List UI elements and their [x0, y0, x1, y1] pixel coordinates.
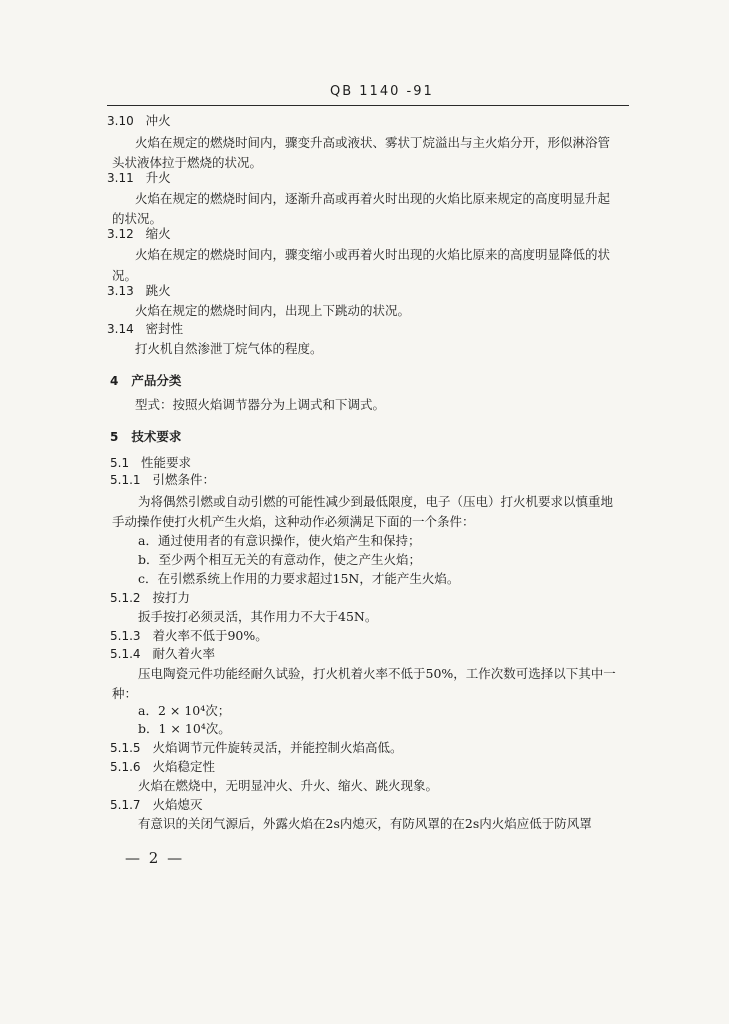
section-title: 按打力 [152, 590, 190, 605]
list-item: a．通过使用者的有意识操作，使火焰产生和保持； [138, 533, 421, 548]
paragraph-line: 打火机自然渗泄丁烷气体的程度。 [135, 341, 323, 356]
section-title: 耐久着火率 [152, 646, 215, 661]
section-number: 3.10 [107, 114, 134, 128]
chapter-heading [110, 429, 181, 445]
list-item: b．1 × 10⁴次。 [138, 721, 231, 736]
list-item: b．至少两个相互无关的有意动作，使之产生火焰； [138, 552, 422, 567]
subsection-heading [110, 628, 268, 644]
section-title: 缩火 [145, 226, 171, 241]
paragraph-line: 火焰在规定的燃烧时间内，骤变升高或液状、雾状丁烷溢出与主火焰分开，形似淋浴管 [135, 135, 611, 150]
section-number: 5.1.5 [110, 741, 141, 755]
section-title: 升火 [145, 170, 171, 185]
chapter-number: 5 [110, 430, 119, 444]
subsection-heading [110, 797, 202, 813]
section-number: 3.11 [107, 171, 134, 185]
section-title: 密封性 [145, 321, 184, 336]
section-number: 5.1.2 [110, 591, 141, 605]
paragraph-line: 扳手按打必须灵活，其作用力不大于45N。 [138, 609, 378, 624]
section-heading [107, 321, 183, 337]
paragraph-line: 种： [112, 686, 138, 701]
list-item: a．2 × 10⁴次； [138, 703, 231, 718]
section-title: 火焰稳定性 [152, 759, 215, 774]
section-number: 5.1.7 [110, 798, 141, 812]
subsection-heading [110, 740, 402, 756]
section-title: 冲火 [145, 113, 171, 128]
section-heading [107, 283, 171, 299]
paragraph-line: 压电陶瓷元件功能经耐久试验，打火机着火率不低于50%，工作次数可选择以下其中一 [138, 666, 616, 681]
section-heading [107, 170, 171, 186]
section-text: 火焰调节元件旋转灵活，并能控制火焰高低。 [152, 740, 403, 755]
chapter-title: 技术要求 [131, 429, 182, 444]
section-number: 3.13 [107, 284, 134, 298]
paragraph-line: 头状液体拉于燃烧的状况。 [112, 155, 263, 170]
subsection-heading [110, 472, 215, 488]
section-title: 引燃条件： [152, 472, 215, 487]
paragraph-line: 况。 [112, 268, 138, 283]
section-heading [107, 226, 171, 242]
paragraph-line: 火焰在规定的燃烧时间内，逐渐升高或再着火时出现的火焰比原来规定的高度明显升起 [135, 191, 611, 206]
section-number: 5.1.1 [110, 473, 141, 487]
paragraph-line: 型式：按照火焰调节器分为上调式和下调式。 [135, 397, 386, 412]
paragraph-line: 有意识的关闭气源后，外露火焰在2s内熄灭，有防风罩的在2s内火焰应低于防风罩 [138, 816, 592, 831]
header-rule [107, 105, 629, 106]
paragraph-line: 为将偶然引燃或自动引燃的可能性减少到最低限度，电子（压电）打火机要求以慎重地 [138, 494, 614, 509]
subsection-heading [110, 646, 215, 662]
section-title: 火焰熄灭 [152, 797, 203, 812]
list-item: c．在引燃系统上作用的力要求超过15N，才能产生火焰。 [138, 571, 460, 586]
section-text: 着火率不低于90%。 [152, 628, 268, 643]
section-number: 5.1 [110, 456, 130, 470]
paragraph-line: 火焰在规定的燃烧时间内，出现上下跳动的状况。 [135, 303, 411, 318]
subsection-heading [110, 590, 190, 606]
chapter-heading [110, 373, 181, 389]
section-heading [107, 113, 171, 129]
paragraph-line: 火焰在燃烧中，无明显冲火、升火、缩火、跳火现象。 [138, 778, 439, 793]
paragraph-line: 火焰在规定的燃烧时间内，骤变缩小或再着火时出现的火焰比原来的高度明显降低的状 [135, 247, 611, 262]
chapter-title: 产品分类 [131, 373, 182, 388]
section-number: 3.14 [107, 322, 134, 336]
section-number: 5.1.4 [110, 647, 141, 661]
chapter-number: 4 [110, 374, 119, 388]
section-heading [110, 455, 191, 471]
section-number: 3.12 [107, 227, 134, 241]
subsection-heading [110, 759, 215, 775]
section-number: 5.1.3 [110, 629, 141, 643]
section-title: 跳火 [145, 283, 171, 298]
standard-code-header: QB 1140 -91 [330, 84, 434, 99]
page-number: — 2 — [125, 849, 185, 867]
section-title: 性能要求 [141, 455, 192, 470]
paragraph-line: 的状况。 [112, 211, 163, 226]
section-number: 5.1.6 [110, 760, 141, 774]
paragraph-line: 手动操作使打火机产生火焰，这种动作必须满足下面的一个条件： [112, 514, 475, 529]
